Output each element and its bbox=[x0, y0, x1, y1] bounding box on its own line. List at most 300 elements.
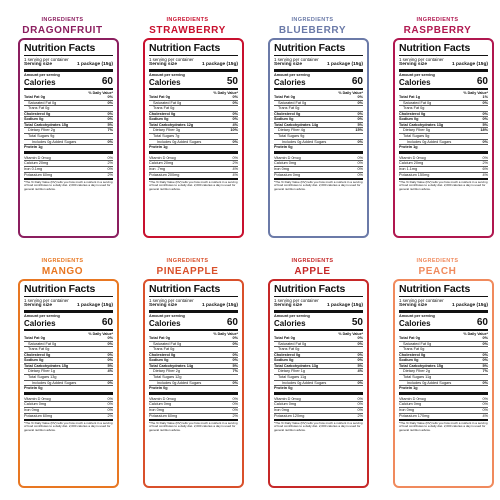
nutrient-daily-value: 5% bbox=[482, 122, 488, 127]
nutrient-daily-value: 0% bbox=[482, 341, 488, 346]
vitamin-daily-value: 0% bbox=[357, 155, 363, 160]
nutrition-facts-title: Nutrition Facts bbox=[399, 283, 471, 295]
vitamin-list bbox=[149, 156, 238, 177]
calories-label: Calories bbox=[274, 78, 306, 88]
flavor-panel-peach bbox=[375, 250, 500, 500]
vitamin-list bbox=[399, 156, 488, 177]
vitamin-row bbox=[149, 414, 238, 419]
vitamin-daily-value: 0% bbox=[232, 408, 238, 413]
nutrient-name: Dietary Fiber 2g bbox=[403, 369, 431, 374]
vitamin-row bbox=[24, 414, 113, 419]
vitamin-name: Calcium 20mg bbox=[149, 161, 174, 166]
nutrient-row bbox=[149, 145, 238, 150]
nutrient-daily-value: 0% bbox=[107, 111, 113, 116]
servings-per-container: 1 serving per container bbox=[399, 297, 444, 303]
amount-per-serving: Amount per serving bbox=[149, 314, 185, 318]
nutrient-name: Total Carbohydrates 12g bbox=[149, 122, 194, 127]
vitamin-list bbox=[274, 156, 363, 177]
nutrient-name: Total Sugars 12g bbox=[153, 375, 182, 380]
nutrient-name: Total Sugars 11g bbox=[403, 375, 432, 380]
nutrient-list bbox=[24, 95, 113, 150]
nutrient-daily-value: 0% bbox=[482, 358, 488, 363]
divider-thick bbox=[399, 392, 488, 395]
nutrient-name: Sodium 0g bbox=[149, 358, 169, 363]
nutrient-name: Total Carbohydrates 15g bbox=[24, 363, 69, 368]
vitamin-daily-value: 6% bbox=[482, 167, 488, 172]
flavor-name: DRAGONFRUIT bbox=[22, 25, 103, 36]
serving-size-label: Serving size bbox=[399, 61, 427, 67]
vitamin-daily-value: 0% bbox=[357, 167, 363, 172]
daily-value-header: % Daily Value* bbox=[463, 90, 488, 95]
nutrient-list bbox=[24, 336, 113, 391]
nutrient-name: Total Sugars 11g bbox=[278, 375, 307, 380]
divider bbox=[399, 55, 488, 56]
servings-per-container: 1 serving per container bbox=[399, 56, 444, 62]
serving-size-row bbox=[24, 303, 113, 308]
divider-medium bbox=[149, 329, 238, 331]
vitamin-name: Calcium 20mg bbox=[24, 161, 49, 166]
nutrient-name: Protein 0g bbox=[149, 386, 168, 391]
divider-thick bbox=[149, 69, 238, 72]
nutrient-daily-value: 4% bbox=[107, 369, 113, 374]
nutrition-facts-label bbox=[18, 279, 119, 488]
nutrition-facts-label bbox=[268, 38, 369, 238]
nutrient-name: Cholesterol 0g bbox=[24, 111, 51, 116]
divider bbox=[24, 55, 113, 56]
nutrient-row bbox=[399, 386, 488, 391]
amount-per-serving: Amount per serving bbox=[274, 73, 310, 77]
flavor-name: MANGO bbox=[41, 266, 84, 277]
calories-value: 60 bbox=[226, 317, 238, 329]
daily-value-footnote: *The % Daily Value (DV) tells you how much a nutrient in a serving of food contributes to a daily diet. 2,000 calories a day is used for general nutrition advice. bbox=[399, 420, 488, 432]
nutrient-row bbox=[399, 145, 488, 150]
divider bbox=[274, 55, 363, 56]
nutrient-name: Trans Fat 0g bbox=[403, 106, 425, 111]
nutrient-name: Sodium 0g bbox=[24, 358, 44, 363]
nutrient-list bbox=[399, 336, 488, 391]
ingredients-heading[interactable]: INGREDIENTS bbox=[416, 17, 459, 23]
flavor-panel-apple bbox=[250, 250, 375, 500]
nutrient-name: Dietary Fiber 4g bbox=[278, 128, 306, 133]
vitamin-daily-value: 0% bbox=[482, 155, 488, 160]
nutrient-name: Trans Fat 0g bbox=[403, 347, 425, 352]
vitamin-name: Calcium 0mg bbox=[274, 161, 297, 166]
nutrient-name: Cholesterol 0g bbox=[274, 352, 301, 357]
nutrient-name: Total Carbohydrates 14g bbox=[149, 363, 194, 368]
calories-label: Calories bbox=[149, 78, 181, 88]
nutrient-name: Protein 0g bbox=[24, 386, 43, 391]
calories-value: 60 bbox=[351, 76, 363, 88]
nutrient-daily-value: 0% bbox=[482, 380, 488, 385]
vitamin-daily-value: 2% bbox=[232, 161, 238, 166]
vitamin-name: Potassium 120mg bbox=[274, 413, 305, 418]
nutrient-name: Trans Fat 0g bbox=[28, 347, 50, 352]
nutrition-facts-label bbox=[18, 38, 119, 238]
vitamin-daily-value: 0% bbox=[107, 408, 113, 413]
vitamin-daily-value: 4% bbox=[482, 172, 488, 177]
nutrient-name: Protein 0g bbox=[274, 145, 293, 150]
vitamin-daily-value: 2% bbox=[482, 161, 488, 166]
flavor-panel-mango bbox=[0, 250, 125, 500]
flavor-panel-strawberry bbox=[125, 0, 250, 250]
vitamin-list bbox=[274, 397, 363, 418]
ingredients-heading[interactable]: INGREDIENTS bbox=[166, 17, 209, 23]
flavor-panel-dragonfruit bbox=[0, 0, 125, 250]
daily-value-footnote: *The % Daily Value (DV) tells you how much a nutrient in a serving of food contributes to a daily diet. 2,000 calories a day is used for general nutrition advice. bbox=[149, 420, 238, 432]
vitamin-name: Calcium 0mg bbox=[274, 402, 297, 407]
nutrient-daily-value: 0% bbox=[482, 100, 488, 105]
nutrient-name: Cholesterol 0g bbox=[149, 352, 176, 357]
divider-thick bbox=[24, 392, 113, 395]
nutrient-daily-value: 0% bbox=[232, 100, 238, 105]
nutrient-daily-value: 0% bbox=[107, 335, 113, 340]
serving-size-label: Serving size bbox=[149, 61, 177, 67]
vitamin-daily-value: 0% bbox=[357, 161, 363, 166]
serving-size-value: 1 package (15g) bbox=[327, 302, 363, 308]
vitamin-daily-value: 2% bbox=[107, 413, 113, 418]
servings-per-container: 1 serving per container bbox=[274, 297, 319, 303]
calories-row bbox=[274, 77, 363, 87]
nutrient-daily-value: 0% bbox=[357, 94, 363, 99]
vitamin-row bbox=[149, 173, 238, 178]
nutrient-daily-value: 7% bbox=[107, 128, 113, 133]
nutrient-name: Protein 1g bbox=[149, 145, 168, 150]
nutrient-daily-value: 0% bbox=[107, 100, 113, 105]
ingredients-heading[interactable]: INGREDIENTS bbox=[291, 17, 334, 23]
divider-medium bbox=[24, 88, 113, 90]
nutrient-name: Saturated Fat 0g bbox=[403, 341, 432, 346]
divider-thick bbox=[24, 151, 113, 154]
daily-value-footnote: *The % Daily Value (DV) tells you how much a nutrient in a serving of food contributes to a daily diet. 2,000 calories a day is used for general nutrition advice. bbox=[274, 179, 363, 191]
nutrient-name: Includes 0g Added Sugars bbox=[32, 380, 77, 385]
daily-value-footnote: *The % Daily Value (DV) tells you how much a nutrient in a serving of food contributes to a daily diet. 2,000 calories a day is used for general nutrition advice. bbox=[399, 179, 488, 191]
divider bbox=[149, 296, 238, 297]
serving-size-row bbox=[149, 62, 238, 67]
vitamin-daily-value: 2% bbox=[357, 413, 363, 418]
divider-thick bbox=[274, 151, 363, 154]
divider bbox=[24, 296, 113, 297]
flavor-name: PINEAPPLE bbox=[156, 266, 219, 277]
nutrient-row bbox=[24, 145, 113, 150]
vitamin-daily-value: 2% bbox=[232, 413, 238, 418]
nutrition-facts-title: Nutrition Facts bbox=[149, 283, 221, 295]
vitamin-daily-value: 0% bbox=[107, 402, 113, 407]
nutrient-name: Protein 1g bbox=[399, 145, 418, 150]
flavor-name: BLUEBERRY bbox=[278, 25, 347, 36]
nutrient-daily-value: 5% bbox=[107, 363, 113, 368]
calories-row bbox=[149, 318, 238, 328]
nutrient-name: Total Fat 0g bbox=[274, 335, 296, 340]
vitamin-daily-value: 0% bbox=[357, 402, 363, 407]
serving-size-value: 1 package (15g) bbox=[327, 61, 363, 67]
nutrient-name: Protein 0g bbox=[274, 386, 293, 391]
nutrition-facts-label bbox=[268, 279, 369, 488]
calories-label: Calories bbox=[24, 319, 56, 329]
ingredients-heading[interactable]: INGREDIENTS bbox=[166, 258, 209, 264]
flavor-name: STRAWBERRY bbox=[149, 25, 226, 36]
vitamin-name: Potassium 60mg bbox=[24, 413, 53, 418]
vitamin-list bbox=[24, 156, 113, 177]
nutrient-daily-value: 15% bbox=[355, 128, 363, 133]
nutrient-name: Includes 0g Added Sugars bbox=[282, 139, 327, 144]
nutrient-daily-value: 0% bbox=[357, 139, 363, 144]
divider-medium bbox=[24, 329, 113, 331]
nutrient-name: Sodium 0g bbox=[399, 358, 419, 363]
nutrient-name: Total Fat 0g bbox=[399, 335, 421, 340]
vitamin-row bbox=[399, 173, 488, 178]
nutrient-name: Saturated Fat 0g bbox=[153, 341, 182, 346]
vitamin-name: Iron .7mg bbox=[149, 167, 166, 172]
vitamin-daily-value: 0% bbox=[232, 396, 238, 401]
vitamin-daily-value: 4% bbox=[482, 413, 488, 418]
nutrient-name: Cholesterol 0g bbox=[399, 352, 426, 357]
divider-thick bbox=[399, 310, 488, 313]
nutrient-name: Sodium 0g bbox=[399, 117, 419, 122]
serving-size-label: Serving size bbox=[149, 302, 177, 308]
nutrient-daily-value: 0% bbox=[357, 341, 363, 346]
vitamin-row bbox=[274, 173, 363, 178]
vitamin-daily-value: 0% bbox=[107, 396, 113, 401]
vitamin-name: Iron 0mg bbox=[24, 408, 39, 413]
nutrient-daily-value: 0% bbox=[107, 94, 113, 99]
nutrient-name: Sodium 0g bbox=[274, 358, 294, 363]
nutrient-name: Total Sugars 9g bbox=[28, 134, 55, 139]
calories-row bbox=[24, 77, 113, 87]
divider-medium bbox=[274, 88, 363, 90]
vitamin-name: Calcium 0mg bbox=[24, 402, 47, 407]
nutrient-name: Trans Fat 0g bbox=[278, 106, 300, 111]
serving-size-row bbox=[274, 62, 363, 67]
flavor-name: APPLE bbox=[294, 266, 331, 277]
daily-value-header: % Daily Value* bbox=[338, 331, 363, 336]
nutrient-name: Dietary Fiber 3g bbox=[153, 128, 181, 133]
nutrient-name: Includes 0g Added Sugars bbox=[282, 380, 327, 385]
nutrient-daily-value: 0% bbox=[357, 380, 363, 385]
nutrient-name: Includes 0g Added Sugars bbox=[407, 380, 452, 385]
serving-size-label: Serving size bbox=[24, 61, 52, 67]
calories-row bbox=[399, 318, 488, 328]
nutrient-daily-value: 1% bbox=[482, 94, 488, 99]
nutrient-name: Trans Fat 0g bbox=[28, 106, 50, 111]
serving-size-row bbox=[24, 62, 113, 67]
nutrient-name: Total Fat 0g bbox=[149, 335, 171, 340]
nutrient-daily-value: 7% bbox=[482, 369, 488, 374]
nutrient-daily-value: 18% bbox=[480, 128, 488, 133]
divider bbox=[274, 296, 363, 297]
nutrient-daily-value: 0% bbox=[232, 117, 238, 122]
divider-medium bbox=[149, 88, 238, 90]
daily-value-header: % Daily Value* bbox=[338, 90, 363, 95]
nutrient-name: Saturated Fat 0g bbox=[153, 100, 182, 105]
nutrient-name: Trans Fat 0g bbox=[153, 347, 175, 352]
calories-label: Calories bbox=[399, 319, 431, 329]
nutrient-name: Total Carbohydrates 13g bbox=[399, 122, 444, 127]
nutrient-name: Saturated Fat 0g bbox=[28, 341, 57, 346]
nutrient-name: Saturated Fat 0g bbox=[278, 100, 307, 105]
nutrient-name: Dietary Fiber 1g bbox=[278, 369, 306, 374]
servings-per-container: 1 serving per container bbox=[24, 56, 69, 62]
ingredients-heading[interactable]: INGREDIENTS bbox=[41, 17, 84, 23]
nutrient-name: Saturated Fat 0g bbox=[278, 341, 307, 346]
nutrient-name: Saturated Fat 0g bbox=[403, 100, 432, 105]
vitamin-name: Iron 0mg bbox=[399, 408, 414, 413]
servings-per-container: 1 serving per container bbox=[24, 297, 69, 303]
nutrient-name: Total Sugars 7g bbox=[153, 134, 180, 139]
nutrient-name: Cholesterol 0g bbox=[24, 352, 51, 357]
vitamin-daily-value: 0% bbox=[232, 402, 238, 407]
nutrient-name: Total Carbohydrates 14g bbox=[274, 122, 319, 127]
nutrition-facts-label bbox=[143, 279, 244, 488]
daily-value-footnote: *The % Daily Value (DV) tells you how much a nutrient in a serving of food contributes to a daily diet. 2,000 calories a day is used for general nutrition advice. bbox=[274, 420, 363, 432]
nutrient-name: Includes 0g Added Sugars bbox=[157, 139, 202, 144]
serving-size-label: Serving size bbox=[399, 302, 427, 308]
ingredients-heading[interactable]: INGREDIENTS bbox=[416, 258, 459, 264]
nutrient-list bbox=[399, 95, 488, 150]
nutrient-name: Total Fat 1g bbox=[399, 94, 421, 99]
serving-size-value: 1 package (15g) bbox=[452, 302, 488, 308]
calories-label: Calories bbox=[149, 319, 181, 329]
divider bbox=[399, 296, 488, 297]
nutrient-daily-value: 0% bbox=[482, 139, 488, 144]
nutrient-daily-value: 0% bbox=[482, 352, 488, 357]
divider-thick bbox=[274, 69, 363, 72]
vitamin-name: Potassium 0mg bbox=[274, 172, 301, 177]
vitamin-list bbox=[399, 397, 488, 418]
vitamin-name: Potassium 60mg bbox=[149, 413, 178, 418]
calories-label: Calories bbox=[274, 319, 306, 329]
amount-per-serving: Amount per serving bbox=[274, 314, 310, 318]
nutrient-name: Sodium 0g bbox=[149, 117, 169, 122]
nutrient-daily-value: 0% bbox=[107, 352, 113, 357]
vitamin-daily-value: 0% bbox=[357, 408, 363, 413]
nutrient-name: Total Fat 0g bbox=[149, 94, 171, 99]
daily-value-header: % Daily Value* bbox=[88, 331, 113, 336]
vitamin-name: Iron 0mg bbox=[274, 167, 289, 172]
vitamin-daily-value: 0% bbox=[482, 402, 488, 407]
nutrient-daily-value: 5% bbox=[232, 363, 238, 368]
vitamin-name: Calcium 0mg bbox=[399, 402, 422, 407]
nutrient-name: Total Fat 0g bbox=[274, 94, 296, 99]
amount-per-serving: Amount per serving bbox=[24, 314, 60, 318]
nutrient-list bbox=[274, 95, 363, 150]
vitamin-daily-value: 0% bbox=[482, 396, 488, 401]
vitamin-name: Calcium 0mg bbox=[149, 402, 172, 407]
calories-row bbox=[149, 77, 238, 87]
divider-thick bbox=[274, 392, 363, 395]
nutrient-name: Total Fat 0g bbox=[24, 335, 46, 340]
ingredients-heading[interactable]: INGREDIENTS bbox=[291, 258, 334, 264]
calories-value: 60 bbox=[476, 76, 488, 88]
flavor-panel-blueberry bbox=[250, 0, 375, 250]
nutrient-daily-value: 0% bbox=[107, 139, 113, 144]
nutrient-name: Trans Fat 0g bbox=[278, 347, 300, 352]
serving-size-label: Serving size bbox=[274, 61, 302, 67]
vitamin-name: Potassium 170mg bbox=[399, 413, 430, 418]
nutrient-name: Total Carbohydrates 13g bbox=[274, 363, 319, 368]
nutrient-daily-value: 0% bbox=[482, 335, 488, 340]
vitamin-daily-value: 2% bbox=[107, 172, 113, 177]
amount-per-serving: Amount per serving bbox=[149, 73, 185, 77]
divider-thick bbox=[149, 310, 238, 313]
daily-value-header: % Daily Value* bbox=[463, 331, 488, 336]
nutrient-name: Total Carbohydrates 15g bbox=[24, 122, 69, 127]
nutrition-facts-title: Nutrition Facts bbox=[274, 42, 346, 54]
amount-per-serving: Amount per serving bbox=[399, 314, 435, 318]
nutrient-name: Total Carbohydrates 15g bbox=[399, 363, 444, 368]
divider-medium bbox=[274, 329, 363, 331]
nutrition-facts-label bbox=[143, 38, 244, 238]
calories-row bbox=[399, 77, 488, 87]
vitamin-name: Iron 1.1mg bbox=[399, 167, 418, 172]
vitamin-daily-value: 0% bbox=[482, 408, 488, 413]
nutrition-facts-label bbox=[393, 38, 494, 238]
nutrient-name: Protein 1g bbox=[399, 386, 418, 391]
nutrition-facts-title: Nutrition Facts bbox=[274, 283, 346, 295]
servings-per-container: 1 serving per container bbox=[149, 56, 194, 62]
nutrient-name: Cholesterol 0g bbox=[149, 111, 176, 116]
vitamin-name: Iron 0mg bbox=[274, 408, 289, 413]
nutrient-name: Dietary Fiber 5g bbox=[403, 128, 431, 133]
nutrient-daily-value: 0% bbox=[482, 117, 488, 122]
nutrient-list bbox=[274, 336, 363, 391]
serving-size-row bbox=[149, 303, 238, 308]
calories-value: 50 bbox=[226, 76, 238, 88]
ingredients-heading[interactable]: INGREDIENTS bbox=[41, 258, 84, 264]
nutrient-daily-value: 0% bbox=[357, 352, 363, 357]
vitamin-row bbox=[399, 414, 488, 419]
servings-per-container: 1 serving per container bbox=[274, 56, 319, 62]
daily-value-footnote: *The % Daily Value (DV) tells you how much a nutrient in a serving of food contributes to a daily diet. 2,000 calories a day is used for general nutrition advice. bbox=[24, 420, 113, 432]
nutrient-daily-value: 0% bbox=[107, 380, 113, 385]
vitamin-name: Vitamin D 0mcg bbox=[274, 396, 301, 401]
vitamin-name: Potassium 150mg bbox=[399, 172, 430, 177]
vitamin-name: Iron 0.1mg bbox=[24, 167, 43, 172]
calories-row bbox=[274, 318, 363, 328]
serving-size-row bbox=[399, 62, 488, 67]
serving-size-value: 1 package (15g) bbox=[77, 302, 113, 308]
nutrient-daily-value: 0% bbox=[232, 94, 238, 99]
nutrition-facts-title: Nutrition Facts bbox=[149, 42, 221, 54]
daily-value-header: % Daily Value* bbox=[88, 90, 113, 95]
nutrient-name: Sodium 0g bbox=[24, 117, 44, 122]
nutrient-daily-value: 5% bbox=[107, 122, 113, 127]
divider-medium bbox=[399, 88, 488, 90]
nutrient-daily-value: 0% bbox=[232, 358, 238, 363]
serving-size-value: 1 package (15g) bbox=[202, 302, 238, 308]
nutrient-name: Dietary Fiber 2g bbox=[28, 128, 56, 133]
nutrient-daily-value: 10% bbox=[230, 128, 238, 133]
vitamin-daily-value: 4% bbox=[232, 167, 238, 172]
nutrient-name: Protein 1g bbox=[24, 145, 43, 150]
nutrient-daily-value: 0% bbox=[357, 111, 363, 116]
calories-row bbox=[24, 318, 113, 328]
vitamin-daily-value: 2% bbox=[107, 161, 113, 166]
nutrient-daily-value: 5% bbox=[357, 363, 363, 368]
nutrient-daily-value: 0% bbox=[232, 380, 238, 385]
vitamin-name: Vitamin D 0mcg bbox=[24, 396, 51, 401]
nutrient-row bbox=[274, 386, 363, 391]
vitamin-daily-value: 0% bbox=[107, 167, 113, 172]
divider-thick bbox=[399, 69, 488, 72]
divider bbox=[149, 55, 238, 56]
nutrient-row bbox=[24, 386, 113, 391]
vitamin-name: Potassium 60mg bbox=[24, 172, 53, 177]
nutrient-name: Total Sugars 5g bbox=[403, 134, 430, 139]
nutrient-daily-value: 5% bbox=[482, 363, 488, 368]
calories-label: Calories bbox=[399, 78, 431, 88]
calories-label: Calories bbox=[24, 78, 56, 88]
vitamin-row bbox=[274, 414, 363, 419]
